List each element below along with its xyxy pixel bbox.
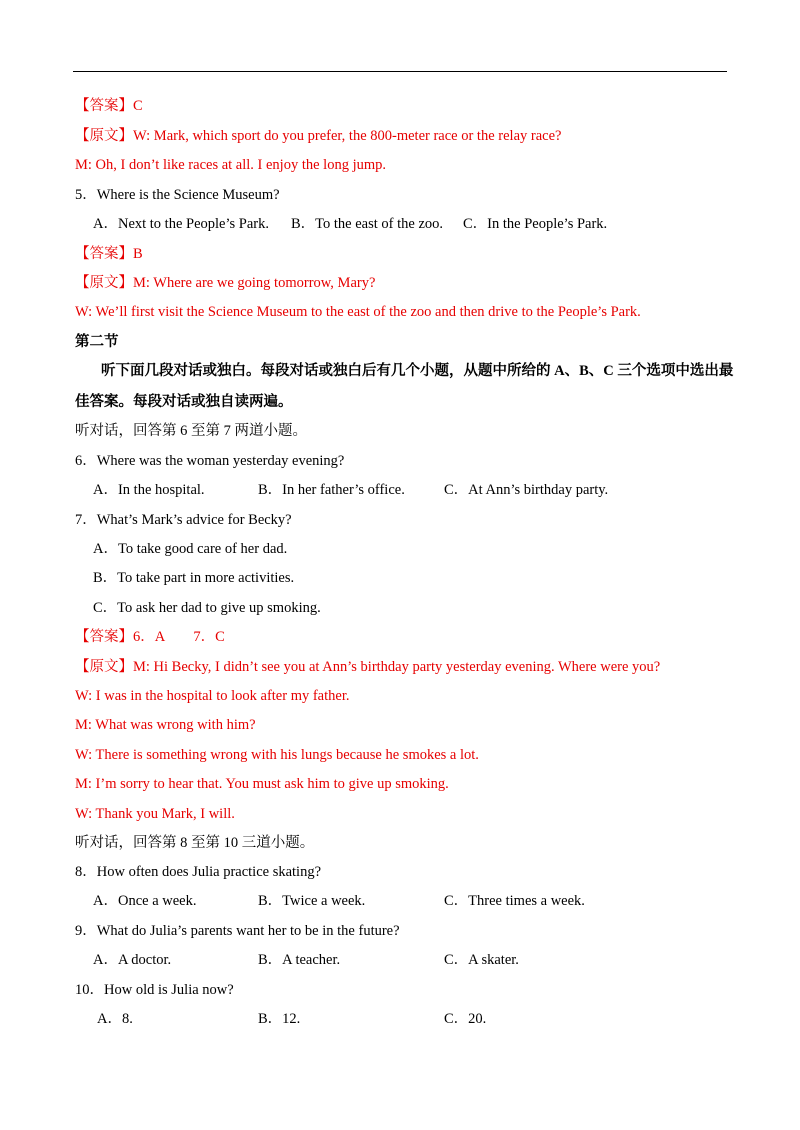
- q9-option-c: C．A skater.: [444, 952, 519, 968]
- q6-option-a: A．In the hospital.: [93, 482, 205, 498]
- q7-option-b: B．To take part in more activities.: [93, 570, 295, 586]
- dialogue-instruction: 听对话，回答第 8 至第 10 三道小题。: [75, 835, 315, 851]
- transcript-line: M: What was wrong with him?: [75, 717, 256, 733]
- section-heading: 第二节: [75, 334, 119, 350]
- answer-line: 【答案】6．A 7．C: [75, 629, 225, 645]
- q6-option-c: C．At Ann’s birthday party.: [444, 482, 609, 498]
- transcript-line: M: Oh, I don’t like races at all. I enjoy the long jump.: [75, 157, 387, 173]
- transcript-line: W: We’ll first visit the Science Museum to the east of the zoo and then drive to the People’s Park.: [75, 304, 641, 320]
- q9-option-a: A．A doctor.: [93, 952, 172, 968]
- transcript-line: W: There is something wrong with his lungs because he smokes a lot.: [75, 747, 479, 763]
- q8-option-b: B．Twice a week.: [258, 893, 366, 909]
- question-9: 9．What do Julia’s parents want her to be in the future?: [75, 923, 400, 939]
- q7-option-c: C．To ask her dad to give up smoking.: [93, 600, 321, 616]
- q7-option-a: A．To take good care of her dad.: [93, 541, 288, 557]
- section-instructions-cont: 佳答案。每段对话或独自读两遍。: [75, 394, 293, 410]
- transcript-line: W: Thank you Mark, I will.: [75, 806, 235, 822]
- question-5: 5．Where is the Science Museum?: [75, 187, 280, 203]
- question-7: 7．What’s Mark’s advice for Becky?: [75, 512, 292, 528]
- q8-option-c: C．Three times a week.: [444, 893, 585, 909]
- q5-option-a: A．Next to the People’s Park.: [93, 216, 269, 232]
- q9-option-b: B．A teacher.: [258, 952, 341, 968]
- answer-line: 【答案】B: [75, 246, 143, 262]
- q10-option-b: B．12.: [258, 1011, 301, 1027]
- question-8: 8．How often does Julia practice skating?: [75, 864, 322, 880]
- header-rule: [73, 71, 727, 72]
- dialogue-instruction: 听对话，回答第 6 至第 7 两道小题。: [75, 423, 307, 439]
- transcript-line: 【原文】M: Where are we going tomorrow, Mary?: [75, 275, 376, 291]
- q10-option-a: A．8.: [97, 1011, 133, 1027]
- transcript-line: 【原文】W: Mark, which sport do you prefer, the 800-meter race or the relay race?: [75, 128, 562, 144]
- q10-option-c: C．20.: [444, 1011, 487, 1027]
- transcript-line: M: I’m sorry to hear that. You must ask him to give up smoking.: [75, 776, 449, 792]
- q8-option-a: A．Once a week.: [93, 893, 197, 909]
- question-6: 6．Where was the woman yesterday evening?: [75, 453, 345, 469]
- q5-option-c: C．In the People’s Park.: [463, 216, 608, 232]
- transcript-line: W: I was in the hospital to look after my father.: [75, 688, 350, 704]
- q6-option-b: B．In her father’s office.: [258, 482, 405, 498]
- answer-line: 【答案】C: [75, 98, 143, 114]
- transcript-line: 【原文】M: Hi Becky, I didn’t see you at Ann’s birthday party yesterday evening. Where were you?: [75, 659, 661, 675]
- question-10: 10．How old is Julia now?: [75, 982, 234, 998]
- q5-option-b: B．To the east of the zoo.: [291, 216, 444, 232]
- section-instructions: 听下面几段对话或独白。每段对话或独白后有几个小题，从题中所给的 A、B、C 三个选项中选出最: [101, 363, 734, 379]
